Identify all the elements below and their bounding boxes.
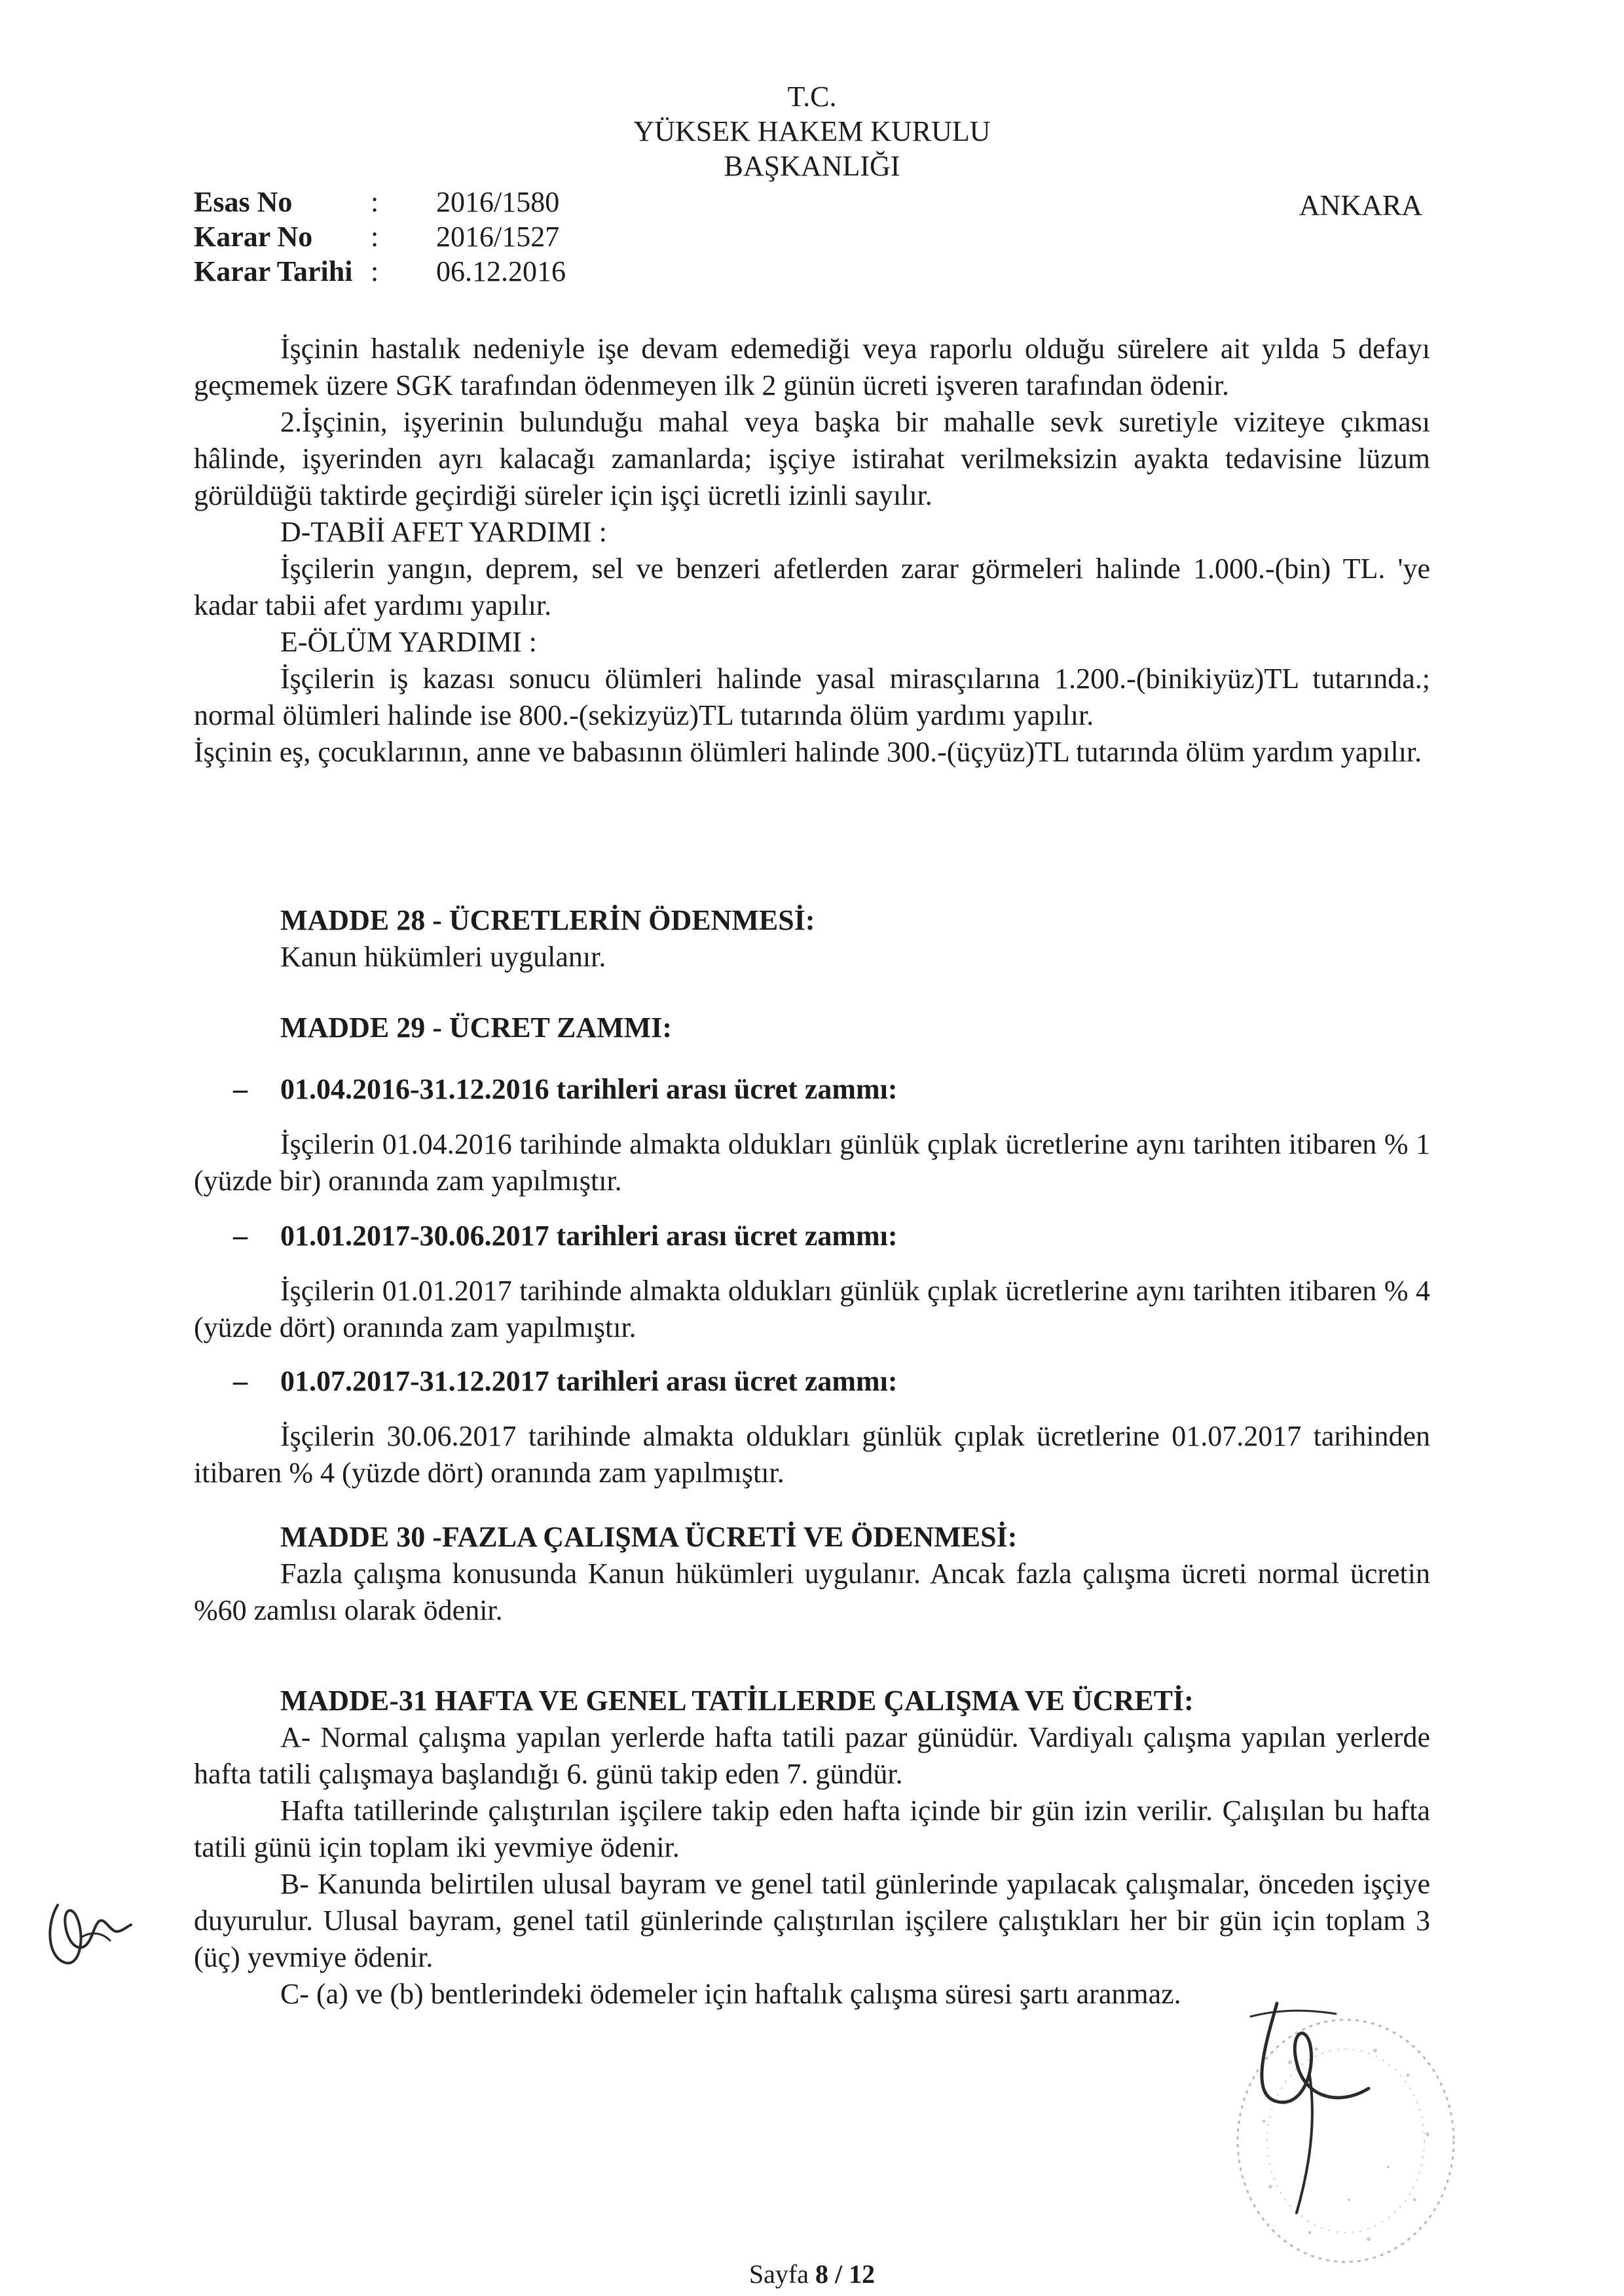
footer-label: Sayfa bbox=[748, 2259, 815, 2289]
meta-separator: : bbox=[371, 221, 379, 253]
paragraph: A- Normal çalışma yapılan yerlerde hafta tatili pazar günüdür. Vardiyalı çalışma yapılan yerlerde hafta tatili çalışmaya başlandığı 6. günü takip eden 7. gündür. bbox=[194, 1721, 1430, 1790]
footer-page-number: 8 / 12 bbox=[815, 2259, 876, 2289]
raise-heading bbox=[194, 1071, 1430, 1108]
subsection-title: E-ÖLÜM YARDIMI : bbox=[280, 626, 537, 658]
paragraph: İşçilerin 01.04.2016 tarihinde almakta oldukları günlük çıplak ücretlerine aynı tarihten itibaren % 1 (yüzde bir) oranında zam yapılmıştır. bbox=[194, 1128, 1430, 1197]
raise-period-3 bbox=[194, 1363, 1430, 1491]
paragraph: İşçilerin yangın, deprem, sel ve benzeri afetlerden zarar görmeleri halinde 1.000.-(bin) TL. 'ye kadar tabii afet yardımı yapılır. bbox=[194, 553, 1430, 621]
meta-row-esas bbox=[194, 185, 566, 219]
article-heading: MADDE 30 -FAZLA ÇALIŞMA ÜCRETİ VE ÖDENMESİ: bbox=[280, 1521, 1018, 1553]
dash-bullet: – bbox=[233, 1073, 248, 1105]
section-madde-31 bbox=[194, 1683, 1430, 2013]
paragraph: Kanun hükümleri uygulanır. bbox=[280, 941, 606, 973]
meta-label: Karar No bbox=[194, 221, 313, 253]
header-organization: YÜKSEK HAKEM KURULU bbox=[633, 115, 991, 147]
raise-heading-text: 01.07.2017-31.12.2017 tarihleri arası ücret zammı: bbox=[280, 1365, 898, 1397]
paragraph: İşçilerin iş kazası sonucu ölümleri halinde yasal mirasçılarına 1.200.-(binikiyüz)TL tutarında.; normal ölümleri halinde ise 800.-(sekizyüz)TL tutarında ölüm yardımı yapılır. bbox=[194, 663, 1430, 731]
paragraph: İşçinin eş, çocuklarının, anne ve babasının ölümleri halinde 300.-(üçyüz)TL tutarında ölüm yardım yapılır. bbox=[194, 736, 1422, 768]
page-footer bbox=[0, 2259, 1624, 2289]
paragraph: C- (a) ve (b) bentlerindeki ödemeler için haftalık çalışma süresi şartı aranmaz. bbox=[280, 1978, 1181, 2010]
paragraph: İşçilerin 30.06.2017 tarihinde almakta oldukları günlük çıplak ücretlerine 01.07.2017 tarihinden itibaren % 4 (yüzde dört) oranında zam yapılmıştır. bbox=[194, 1420, 1430, 1489]
meta-row-karar bbox=[194, 219, 566, 254]
meta-value: 2016/1580 bbox=[436, 186, 560, 218]
meta-separator: : bbox=[371, 186, 379, 218]
meta-row-tarih bbox=[194, 254, 566, 289]
raise-heading bbox=[194, 1363, 1430, 1400]
meta-value: 06.12.2016 bbox=[436, 255, 566, 287]
paragraph: İşçinin hastalık nedeniyle işe devam edemediği veya raporlu olduğu sürelere ait yılda 5 defayı geçmemek üzere SGK tarafından ödenmeyen ilk 2 günün ücreti işveren tarafından ödenir. bbox=[194, 333, 1430, 401]
meta-label: Esas No bbox=[194, 186, 293, 218]
header-tc: T.C. bbox=[787, 81, 837, 113]
handwritten-initial bbox=[39, 1886, 138, 1977]
paragraph: İşçilerin 01.01.2017 tarihinde almakta oldukları günlük çıplak ücretlerine aynı tarihten itibaren % 4 (yüzde dört) oranında zam yapılmıştır. bbox=[194, 1275, 1430, 1343]
meta-value: 2016/1527 bbox=[436, 221, 560, 253]
case-meta bbox=[194, 185, 566, 289]
article-heading: MADDE 28 - ÜCRETLERİN ÖDENMESİ: bbox=[280, 904, 815, 936]
subsection-title: D-TABİİ AFET YARDIMI : bbox=[280, 516, 607, 548]
meta-separator: : bbox=[371, 255, 379, 287]
section-madde-29 bbox=[194, 1010, 1430, 1046]
handwritten-signature bbox=[1238, 1990, 1388, 2226]
article-heading: MADDE 29 - ÜCRET ZAMMI: bbox=[280, 1011, 673, 1044]
raise-heading-text: 01.04.2016-31.12.2016 tarihleri arası ücret zammı: bbox=[280, 1073, 898, 1105]
raise-period-2 bbox=[194, 1218, 1430, 1346]
raise-heading-text: 01.01.2017-30.06.2017 tarihleri arası ücret zammı: bbox=[280, 1220, 898, 1252]
raise-period-1 bbox=[194, 1071, 1430, 1199]
paragraph: Fazla çalışma konusunda Kanun hükümleri uygulanır. Ancak fazla çalışma ücreti normal ücretin %60 zamlısı olarak ödenir. bbox=[194, 1558, 1430, 1626]
paragraph: 2.İşçinin, işyerinin bulunduğu mahal veya başka bir mahalle sevk suretiyle viziteye çıkması hâlinde, işyerinden ayrı kalacağı zamanlarda; işçiye istirahat verilmeksizin ayakta tedavisine lüzum görüldüğü taktirde geçirdiği süreler için işçi ücretli izinli sayılır. bbox=[194, 406, 1430, 511]
raise-heading bbox=[194, 1218, 1430, 1254]
section-sick-leave bbox=[194, 331, 1430, 771]
section-madde-28 bbox=[194, 902, 1430, 975]
article-heading: MADDE-31 HAFTA VE GENEL TATİLLERDE ÇALIŞMA VE ÜCRETİ: bbox=[280, 1685, 1194, 1717]
section-madde-30 bbox=[194, 1519, 1430, 1629]
meta-label: Karar Tarihi bbox=[194, 255, 353, 287]
dash-bullet: – bbox=[233, 1365, 248, 1397]
dash-bullet: – bbox=[233, 1220, 248, 1252]
header-city: ANKARA bbox=[1299, 189, 1422, 221]
header-department: BAŞKANLIĞI bbox=[724, 150, 900, 182]
paragraph: B- Kanunda belirtilen ulusal bayram ve genel tatil günlerinde yapılacak çalışmalar, önceden işçiye duyurulur. Ulusal bayram, genel tatil günlerinde çalıştırılan işçilere çalıştıkları her bir gün için toplam 3 (üç) yevmiye ödenir. bbox=[194, 1868, 1430, 1973]
paragraph: Hafta tatillerinde çalıştırılan işçilere takip eden hafta içinde bir gün izin verilir. Çalışılan bu hafta tatili günü için toplam iki yevmiye ödenir. bbox=[194, 1795, 1430, 1863]
